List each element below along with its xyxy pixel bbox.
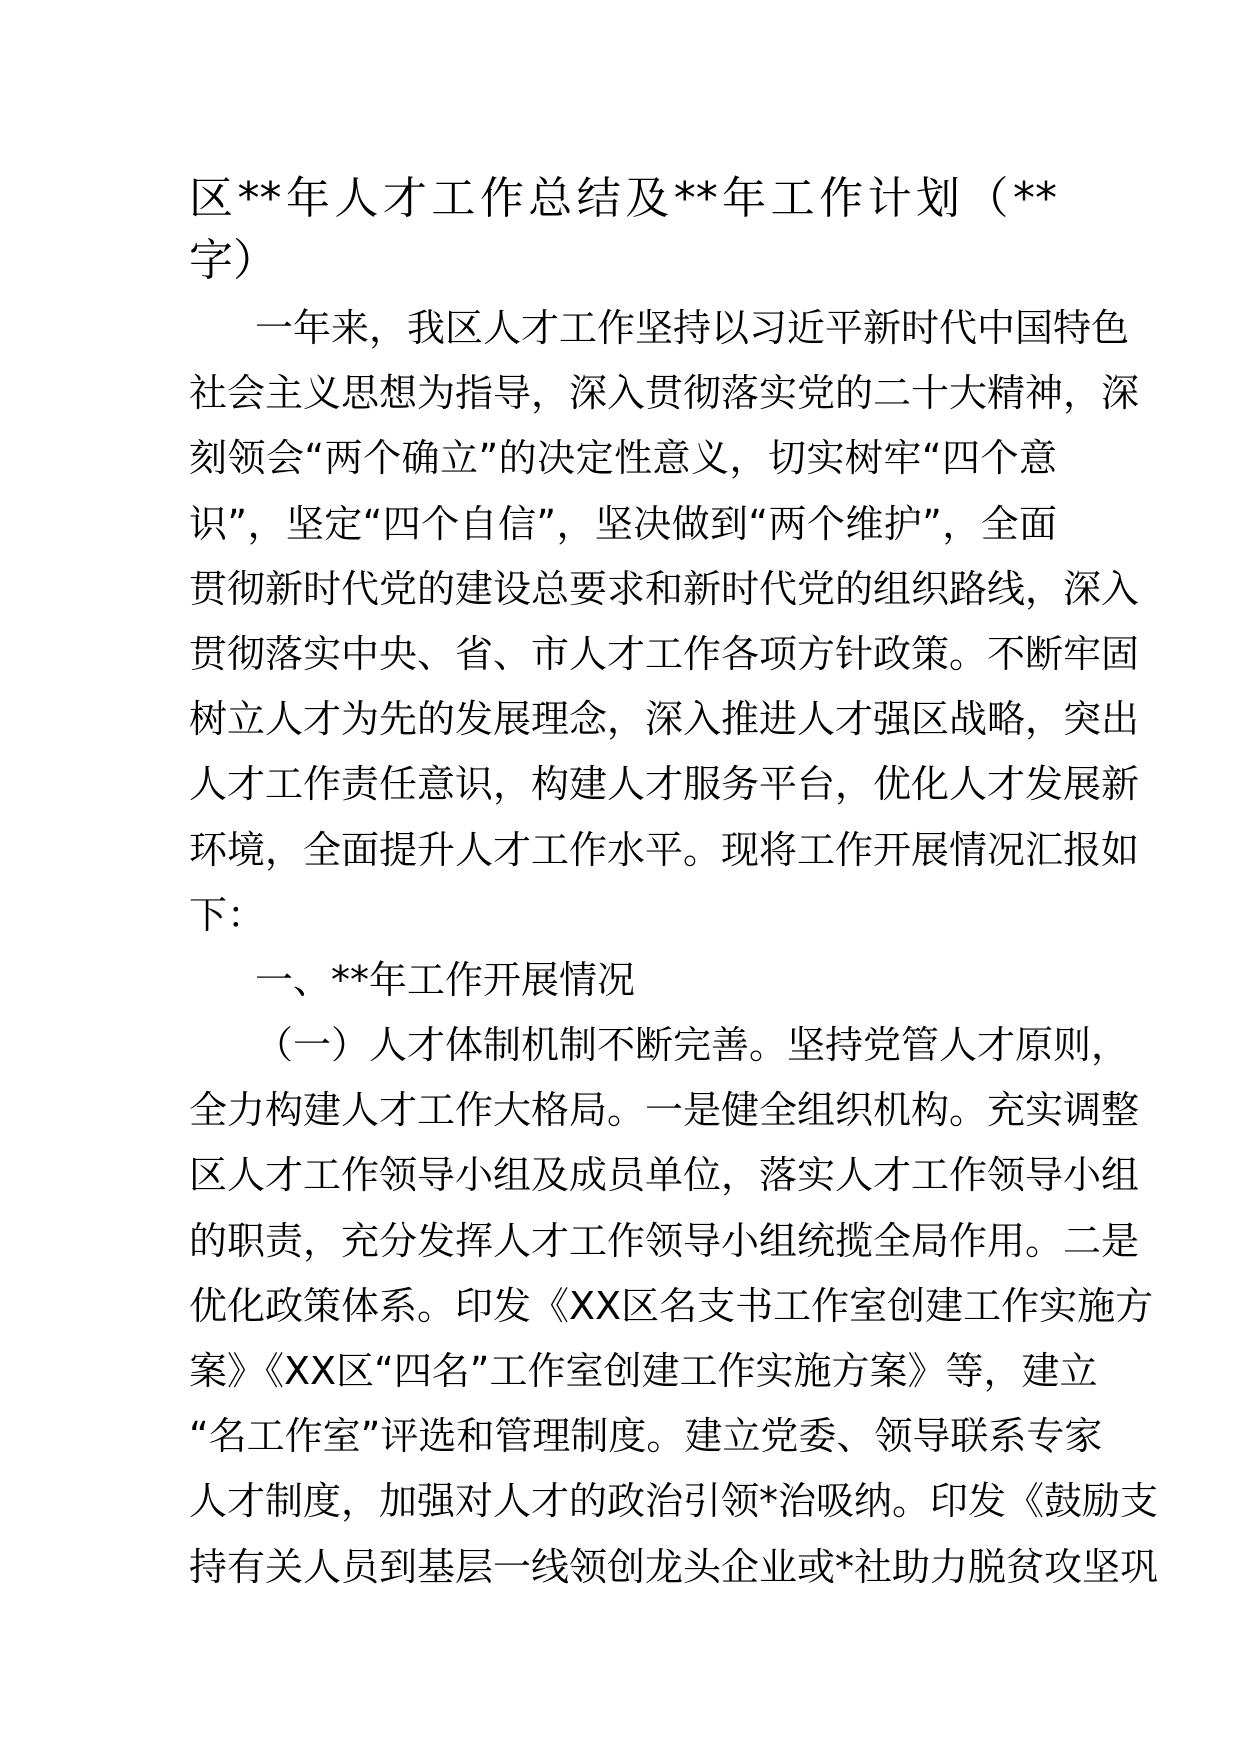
text-line: 环境，全面提升人才工作水平。现将工作开展情况汇报如 xyxy=(189,827,1140,872)
text-line: 识”，坚定“四个自信”，坚决做到“两个维护”，全面 xyxy=(189,501,1057,546)
text-line: 社会主义思想为指导，深入贯彻落实党的二十大精神，深 xyxy=(189,371,1140,416)
document-title xyxy=(189,168,1057,292)
section1-paragraph xyxy=(189,1013,1159,1600)
intro-paragraph xyxy=(189,296,1140,948)
title-line: 字） xyxy=(189,235,277,286)
text-line: 贯彻新时代党的建设总要求和新时代党的组织路线，深入 xyxy=(189,566,1140,611)
section-heading: 一、**年工作开展情况 xyxy=(255,957,636,1002)
text-line: 下： xyxy=(189,892,266,937)
text-line: 的职责，充分发挥人才工作领导小组统揽全局作用。二是 xyxy=(189,1218,1140,1263)
text-line: 人才工作责任意识，构建人才服务平台，优化人才发展新 xyxy=(189,762,1140,807)
document-page xyxy=(189,168,1159,1600)
text-line: 区人才工作领导小组及成员单位，落实人才工作领导小组 xyxy=(189,1153,1140,1198)
text-line: 优化政策体系。印发《XX区名支书工作室创建工作实施方 xyxy=(189,1283,1154,1328)
text-line: 人才制度，加强对人才的政治引领*治吸纳。印发《鼓励支 xyxy=(189,1479,1159,1524)
text-line: 案》《XX区“四名”工作室创建工作实施方案》等，建立 xyxy=(189,1349,1098,1393)
text-line: 持有关人员到基层一线领创龙头企业或*社助力脱贫攻坚巩 xyxy=(189,1544,1159,1589)
text-line: 贯彻落实中央、省、市人才工作各项方针政策。不断牢固 xyxy=(189,631,1140,676)
text-line: 全力构建人才工作大格局。一是健全组织机构。充实调整 xyxy=(189,1088,1140,1133)
text-line: （一）人才体制机制不断完善。坚持党管人才原则， xyxy=(255,1023,1130,1068)
text-line: “名工作室”评选和管理制度。建立党委、领导联系专家 xyxy=(189,1414,1103,1459)
text-line: 一年来，我区人才工作坚持以习近平新时代中国特色 xyxy=(255,306,1130,350)
text-line: 刻领会“两个确立”的决定性意义，切实树牢“四个意 xyxy=(189,436,1057,481)
text-line: 树立人才为先的发展理念，深入推进人才强区战略，突出 xyxy=(189,697,1140,742)
title-line: 区**年人才工作总结及**年工作计划（** xyxy=(189,173,1057,224)
document-body xyxy=(189,296,1159,1600)
